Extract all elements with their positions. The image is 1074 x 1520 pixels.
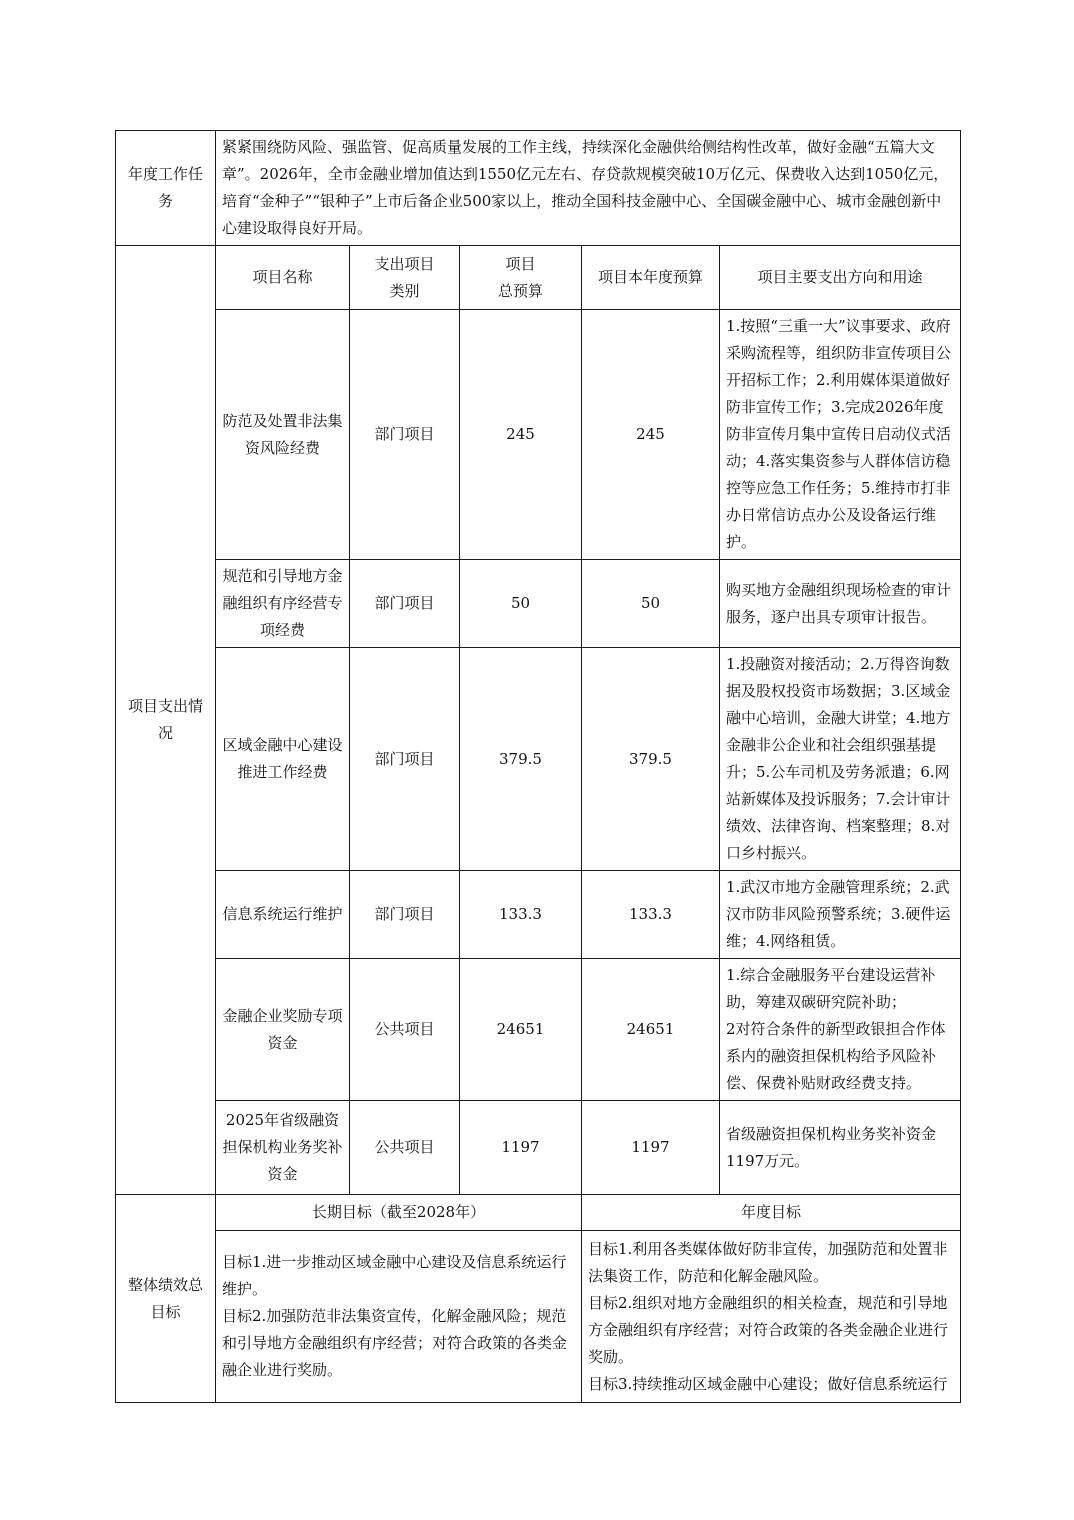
project-total-cell: 379.5	[460, 648, 582, 871]
project-category-cell: 部门项目	[350, 310, 460, 560]
table-row	[116, 310, 961, 560]
project-total-cell: 1197	[460, 1101, 582, 1195]
project-total-cell: 133.3	[460, 871, 582, 959]
header-total-budget: 项目 总预算	[460, 246, 582, 310]
table-row	[116, 959, 961, 1101]
goals-content-row	[116, 1231, 961, 1403]
long-term-goal-header: 长期目标（截至2028年）	[216, 1195, 582, 1231]
project-name-cell: 规范和引导地方金融组织有序经营专项经费	[216, 560, 350, 648]
goals-header-row	[116, 1195, 961, 1231]
header-annual-budget: 项目本年度预算	[582, 246, 720, 310]
project-name-cell: 信息系统运行维护	[216, 871, 350, 959]
project-total-cell: 245	[460, 310, 582, 560]
project-annual-cell: 133.3	[582, 871, 720, 959]
annual-task-content: 紧紧围绕防风险、强监管、促高质量发展的工作主线，持续深化金融供给侧结构性改革，做好金融“五篇大文章”。2026年，全市金融业增加值达到1550亿元左右、存贷款规模突破10万亿元、保费收入达到1050亿元，培育“金种子”“银种子”上市后备企业500家以上，推动全国科技金融中心、全国碳金融中心、城市金融创新中心建设取得良好开局。	[216, 131, 961, 246]
header-category: 支出项目 类别	[350, 246, 460, 310]
project-category-cell: 部门项目	[350, 648, 460, 871]
project-total-cell: 50	[460, 560, 582, 648]
project-annual-cell: 245	[582, 310, 720, 560]
project-annual-cell: 379.5	[582, 648, 720, 871]
table-row	[116, 1101, 961, 1195]
project-purpose-cell: 1.综合金融服务平台建设运营补助，筹建双碳研究院补助； 2对符合条件的新型政银担合作体系内的融资担保机构给予风险补偿、保费补贴财政经费支持。	[720, 959, 961, 1101]
table-row	[116, 871, 961, 959]
header-purpose: 项目主要支出方向和用途	[720, 246, 961, 310]
annual-task-row	[116, 131, 961, 246]
project-purpose-cell: 省级融资担保机构业务奖补资金1197万元。	[720, 1101, 961, 1195]
project-purpose-cell: 1.投融资对接活动；2.万得咨询数据及股权投资市场数据；3.区域金融中心培训，金融大讲堂；4.地方金融非公企业和社会组织强基提升；5.公车司机及劳务派遣；6.网站新媒体及投诉服务；7.会计审计绩效、法律咨询、档案整理；8.对口乡村振兴。	[720, 648, 961, 871]
project-category-cell: 部门项目	[350, 871, 460, 959]
performance-goals-label: 整体绩效总目标	[116, 1195, 216, 1403]
project-category-cell: 部门项目	[350, 560, 460, 648]
project-annual-cell: 50	[582, 560, 720, 648]
project-purpose-cell: 购买地方金融组织现场检查的审计服务，逐户出具专项审计报告。	[720, 560, 961, 648]
project-purpose-cell: 1.按照“三重一大”议事要求、政府采购流程等，组织防非宣传项目公开招标工作；2.利用媒体渠道做好防非宣传工作；3.完成2026年度防非宣传月集中宣传日启动仪式活动；4.落实集资参与人群体信访稳控等应急工作任务；5.维持市打非办日常信访点办公及设备运行维护。	[720, 310, 961, 560]
annual-goal-text: 目标1.利用各类媒体做好防非宣传，加强防范和处置非法集资工作，防范和化解金融风险。 目标2.组织对地方金融组织的相关检查，规范和引导地方金融组织有序经营；对符合政策的各类金融企业进行奖励。 目标3.持续推动区域金融中心建设；做好信息系统运行	[582, 1231, 961, 1403]
annual-task-label: 年度工作任务	[116, 131, 216, 246]
table-row	[116, 560, 961, 648]
project-total-cell: 24651	[460, 959, 582, 1101]
project-name-cell: 2025年省级融资担保机构业务奖补资金	[216, 1101, 350, 1195]
project-name-cell: 区域金融中心建设推进工作经费	[216, 648, 350, 871]
project-header-row	[116, 246, 961, 310]
project-name-cell: 金融企业奖励专项资金	[216, 959, 350, 1101]
project-purpose-cell: 1.武汉市地方金融管理系统；2.武汉市防非风险预警系统；3.硬件运维；4.网络租赁。	[720, 871, 961, 959]
budget-table	[115, 130, 961, 1403]
project-name-cell: 防范及处置非法集资风险经费	[216, 310, 350, 560]
annual-goal-header: 年度目标	[582, 1195, 961, 1231]
project-annual-cell: 24651	[582, 959, 720, 1101]
project-spending-label: 项目支出情况	[116, 246, 216, 1195]
table-row	[116, 648, 961, 871]
project-annual-cell: 1197	[582, 1101, 720, 1195]
project-category-cell: 公共项目	[350, 959, 460, 1101]
long-term-goal-text: 目标1.进一步推动区域金融中心建设及信息系统运行维护。 目标2.加强防范非法集资宣传，化解金融风险；规范和引导地方金融组织有序经营；对符合政策的各类金融企业进行奖励。	[216, 1231, 582, 1403]
header-project-name: 项目名称	[216, 246, 350, 310]
project-category-cell: 公共项目	[350, 1101, 460, 1195]
